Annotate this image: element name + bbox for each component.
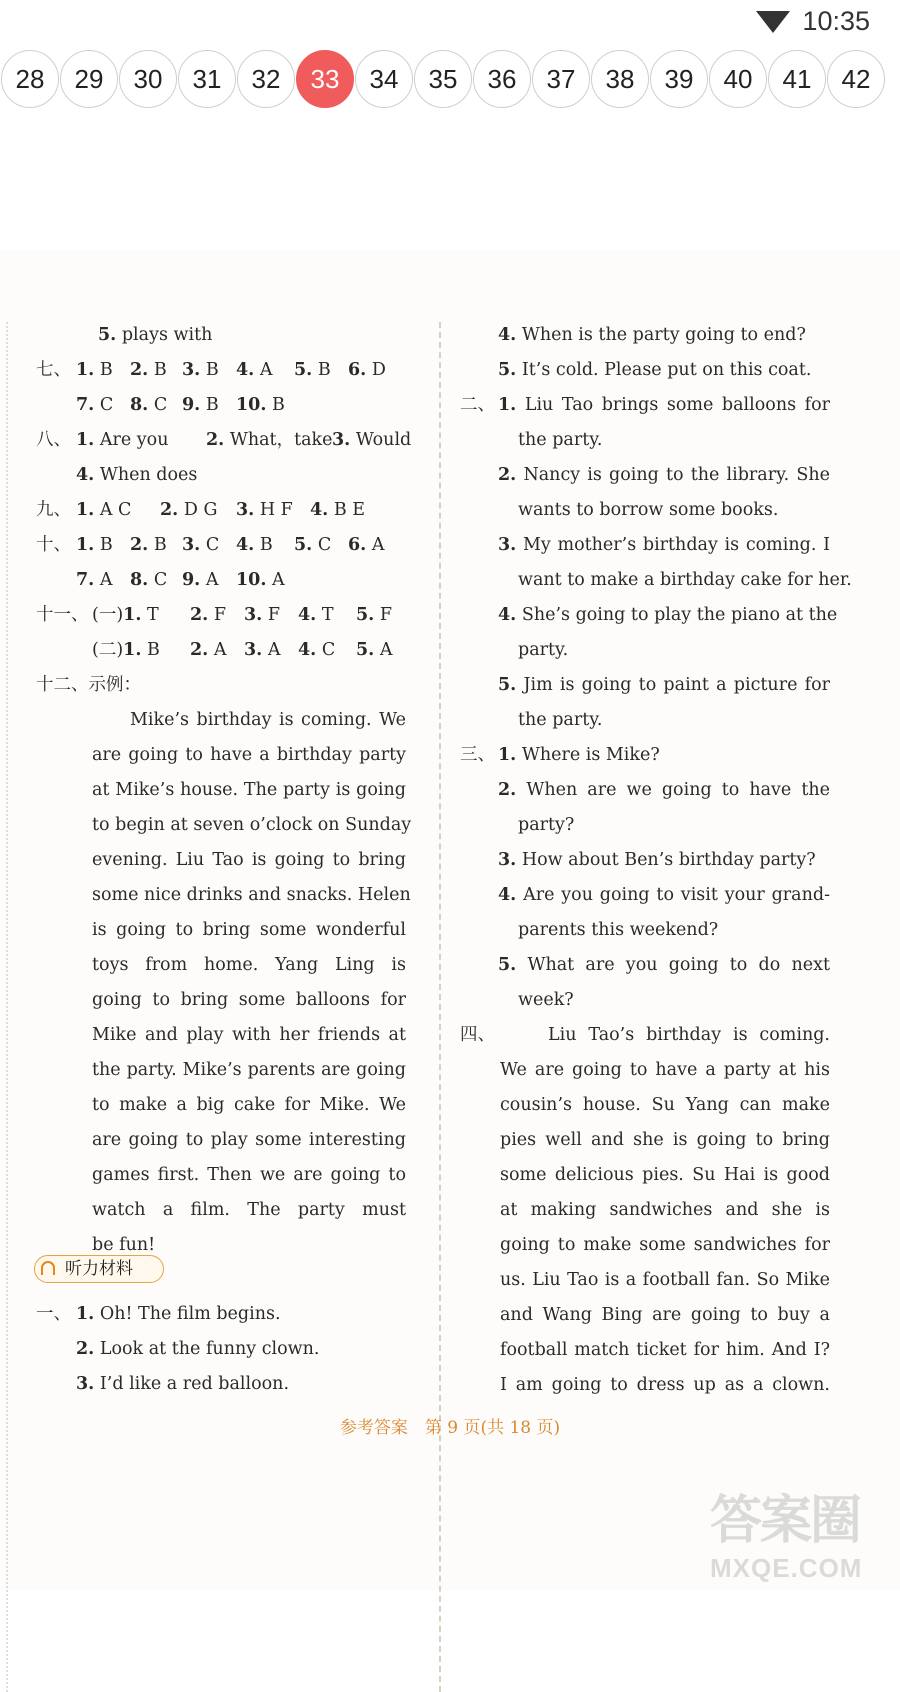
text-line: some nice drinks and snacks. Helen bbox=[92, 885, 411, 905]
text-line: 3. How about Ben’s birthday party? bbox=[498, 850, 816, 870]
answer-page bbox=[0, 250, 900, 1590]
page-button-38[interactable]: 38 bbox=[591, 50, 649, 108]
text-line: the party. bbox=[518, 430, 603, 450]
text-line: want to make a birthday cake for her. bbox=[518, 570, 852, 590]
text-line: going to bring some balloons for bbox=[92, 990, 406, 1010]
sample-essay bbox=[36, 703, 416, 1263]
text-line: Mike’s birthday is coming. We bbox=[130, 710, 406, 730]
text-line: toys from home. Yang Ling is bbox=[92, 955, 406, 975]
section-9-row-1: 九、 1. A C 2. D G 3. H F 4. B E bbox=[36, 493, 416, 528]
text-line: Liu Tao’s birthday is coming. 四、 bbox=[460, 1018, 830, 1053]
text-line: week? bbox=[518, 990, 574, 1010]
page-button-42[interactable]: 42 bbox=[827, 50, 885, 108]
page-button-33[interactable]: 33 bbox=[296, 50, 354, 108]
section-label: 八、 bbox=[36, 430, 71, 450]
text-line: 4. She’s going to play the piano at the bbox=[498, 605, 838, 625]
page-footer: 参考答案 第 9 页(共 18 页) bbox=[339, 1418, 561, 1438]
left-column bbox=[36, 318, 416, 1263]
section-3 bbox=[460, 738, 830, 1018]
text-line: are going to play some interesting bbox=[92, 1130, 406, 1150]
text-line: at Mike’s house. The party is going bbox=[92, 780, 406, 800]
text-line: wants to borrow some books. bbox=[518, 500, 779, 520]
text-line: party? bbox=[518, 815, 575, 835]
section-label: 十、 bbox=[36, 535, 71, 555]
text-line: 2. When are we going to have the bbox=[498, 780, 830, 800]
text-line: football match ticket for him. And I? bbox=[500, 1340, 830, 1360]
section-label: 二、 bbox=[460, 395, 495, 415]
text-line: and Wang Bing are going to buy a bbox=[500, 1305, 830, 1325]
text-line: the party. bbox=[518, 710, 603, 730]
page-button-35[interactable]: 35 bbox=[414, 50, 472, 108]
section-12-heading bbox=[36, 668, 416, 703]
section-11-row-1: 十一、 (一)1. T 2. F 3. F 4. T 5. F bbox=[36, 598, 416, 633]
text-line: evening. Liu Tao is going to bring bbox=[92, 850, 406, 870]
section-10-row-2: 7. A 8. C 9. A 10. A bbox=[76, 570, 285, 590]
section-label: 十二、示例： bbox=[36, 675, 141, 695]
text-line: 1. Where is Mike? 三、 bbox=[460, 738, 830, 773]
listening-material-badge: 听力材料 bbox=[34, 1255, 164, 1283]
section-11-row-2: (二)1. B 2. A 3. A 4. C 5. A bbox=[92, 640, 393, 660]
status-time: 10:35 bbox=[802, 6, 870, 36]
text-line: 1. Liu Tao brings some balloons for 二、 bbox=[460, 388, 830, 423]
text-line: games first. Then we are going to bbox=[92, 1165, 406, 1185]
section-10-row-1: 十、 1. B 2. B 3. C 4. B 5. C 6. A bbox=[36, 528, 416, 563]
text-line: to begin at seven o’clock on Sunday bbox=[92, 815, 412, 835]
text-line: cousin’s house. Su Yang can make bbox=[500, 1095, 830, 1115]
text-line: is going to bring some wonderful bbox=[92, 920, 406, 940]
text-line: parents this weekend? bbox=[518, 920, 719, 940]
text-line: at making sandwiches and she is bbox=[500, 1200, 830, 1220]
text-line: Mike and play with her friends at bbox=[92, 1025, 406, 1045]
section-8-row-2: 4. When does bbox=[76, 465, 198, 485]
text-line: watch a film. The party must bbox=[92, 1200, 406, 1220]
watermark: 答案圈 MXQE.COM bbox=[710, 1491, 863, 1583]
page-button-28[interactable]: 28 bbox=[1, 50, 59, 108]
section-4 bbox=[460, 1018, 830, 1403]
answer-row: 5. plays with bbox=[98, 325, 213, 345]
text-line: 2. Nancy is going to the library. She bbox=[498, 465, 830, 485]
section-8-row-1: 八、 1. Are you 2. What，take 3. Would bbox=[36, 423, 416, 458]
page-button-36[interactable]: 36 bbox=[473, 50, 531, 108]
page-button-29[interactable]: 29 bbox=[60, 50, 118, 108]
wifi-icon bbox=[756, 11, 790, 33]
text-line: party. bbox=[518, 640, 569, 660]
text-line: pies well and she is going to bring bbox=[500, 1130, 830, 1150]
page-button-37[interactable]: 37 bbox=[532, 50, 590, 108]
text-line: We are going to have a party at his bbox=[500, 1060, 830, 1080]
text-line: I am going to dress up as a clown. bbox=[500, 1375, 830, 1395]
section-7-row-1: 七、 1. B 2. B 3. B 4. A 5. B 6. D bbox=[36, 353, 416, 388]
text-line: 5. Jim is going to paint a picture for bbox=[498, 675, 830, 695]
column-divider bbox=[439, 322, 441, 1692]
page-button-30[interactable]: 30 bbox=[119, 50, 177, 108]
section-label: 九、 bbox=[36, 500, 71, 520]
text-line: 5. What are you going to do next bbox=[498, 955, 830, 975]
listening-section: 一、 1. Oh! The film begins. 2. Look at the funny clown. 3. I’d like a red balloon. bbox=[36, 1304, 320, 1394]
text-line: going to make some sandwiches for bbox=[500, 1235, 830, 1255]
text-line: be fun! bbox=[92, 1235, 156, 1255]
text-line: us. Liu Tao is a football fan. So Mike bbox=[500, 1270, 830, 1290]
section-label: 十一、 bbox=[36, 605, 89, 625]
section-label: 七、 bbox=[36, 360, 71, 380]
section-2 bbox=[460, 388, 852, 738]
section-7-row-2: 7. C 8. C 9. B 10. B bbox=[76, 395, 285, 415]
text-line: 4. Are you going to visit your grand- bbox=[498, 885, 830, 905]
text-line: to make a big cake for Mike. We bbox=[92, 1095, 406, 1115]
text-line: are going to have a birthday party bbox=[92, 745, 406, 765]
status-bar bbox=[0, 0, 900, 46]
section-label: 四、 bbox=[460, 1025, 495, 1045]
section-label: 三、 bbox=[460, 745, 495, 765]
text-line: some delicious pies. Su Hai is good bbox=[500, 1165, 830, 1185]
page-button-34[interactable]: 34 bbox=[355, 50, 413, 108]
text-line: the party. Mike’s parents are going bbox=[92, 1060, 406, 1080]
text-line: 3. My mother’s birthday is coming. I bbox=[498, 535, 830, 555]
right-column: 4. When is the party going to end? 5. It’s cold. Please put on this coat. 1. Liu Tao brings some balloons for 二、 the party. 2. Nancy is going to the library. She wants to borrow some books. 3. My mother’s birthday is coming. I want to make a birthday cake for her. 4. She’s going to play the piano at the party. 5. Jim is going to paint a picture for the party. 1. Where is Mike? 三、 2. When are we going to have the party? 3. How about Ben’s birthday party? 4. Are you going to visit your grand- parents this weekend? 5. What are you going to do next week? Liu Tao’s birthday is coming. 四、 We are going to have a party at his cousin’s house. Su Yang can make pies well and she is going to bring some delicious pies. Su Hai is good at making sandwiches and she is going to make some sandwiches for us. Liu Tao is a football fan. So Mike and Wang Bing are going to buy a football match ticket for him. And I? I am going to dress up as a clown. bbox=[460, 318, 830, 1403]
page-button-40[interactable]: 40 bbox=[709, 50, 767, 108]
page-button-41[interactable]: 41 bbox=[768, 50, 826, 108]
page-button-31[interactable]: 31 bbox=[178, 50, 236, 108]
page-button-39[interactable]: 39 bbox=[650, 50, 708, 108]
headphones-icon bbox=[41, 1261, 55, 1275]
page-selector bbox=[0, 50, 900, 112]
page-button-32[interactable]: 32 bbox=[237, 50, 295, 108]
